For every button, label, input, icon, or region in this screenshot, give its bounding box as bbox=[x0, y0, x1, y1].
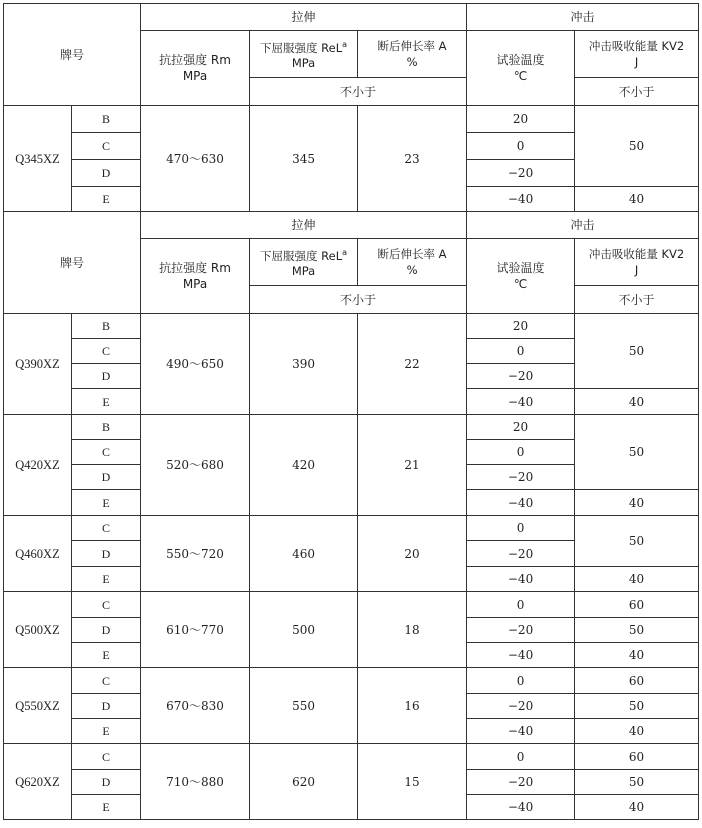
not-less-than-tensile: 不小于 bbox=[250, 286, 467, 314]
test-temp-header bbox=[467, 239, 575, 314]
impact-energy-value: 40 bbox=[575, 389, 699, 415]
tensile-header: 拉伸 bbox=[141, 212, 467, 239]
elongation-value: 22 bbox=[358, 314, 467, 415]
not-less-than-tensile: 不小于 bbox=[250, 78, 467, 106]
steel-brand: Q345XZ bbox=[4, 106, 72, 212]
test-temp-value: −20 bbox=[467, 694, 575, 719]
impact-energy-label: 冲击吸收能量 KV2 bbox=[588, 247, 685, 261]
elongation-value: 21 bbox=[358, 415, 467, 516]
test-temp-unit: ℃ bbox=[513, 69, 528, 83]
table-row bbox=[4, 415, 699, 440]
elongation-value: 16 bbox=[358, 668, 467, 744]
test-temp-header bbox=[467, 31, 575, 106]
steel-brand: Q460XZ bbox=[4, 516, 72, 592]
steel-brand: Q390XZ bbox=[4, 314, 72, 415]
tensile-strength-value: 610～770 bbox=[141, 592, 250, 668]
quality-grade: B bbox=[72, 415, 141, 440]
tensile-strength-header bbox=[141, 31, 250, 106]
quality-grade: B bbox=[72, 314, 141, 339]
quality-grade: D bbox=[72, 160, 141, 187]
test-temp-value: 20 bbox=[467, 415, 575, 440]
quality-grade: E bbox=[72, 795, 141, 820]
quality-grade: D bbox=[72, 541, 141, 567]
test-temp-value: −20 bbox=[467, 541, 575, 567]
yield-strength-unit: MPa bbox=[291, 56, 316, 71]
yield-strength-value: 550 bbox=[250, 668, 358, 744]
yield-strength-value: 620 bbox=[250, 744, 358, 820]
tensile-strength-value: 490～650 bbox=[141, 314, 250, 415]
yield-strength-value: 500 bbox=[250, 592, 358, 668]
elongation-unit: % bbox=[406, 55, 418, 69]
yield-strength-value: 345 bbox=[250, 106, 358, 212]
test-temp-label: 试验温度 bbox=[496, 53, 545, 67]
impact-energy-value: 50 bbox=[575, 516, 699, 567]
impact-header: 冲击 bbox=[467, 4, 699, 31]
elongation-label: 断后伸长率 A bbox=[377, 39, 447, 53]
test-temp-value: −40 bbox=[467, 795, 575, 820]
impact-energy-unit: J bbox=[634, 55, 639, 69]
yield-strength-header bbox=[250, 31, 358, 78]
yield-strength-value: 390 bbox=[250, 314, 358, 415]
steel-properties-table-1 bbox=[3, 3, 699, 212]
impact-energy-value: 40 bbox=[575, 795, 699, 820]
elongation-unit: % bbox=[406, 263, 418, 277]
test-temp-value: 20 bbox=[467, 106, 575, 133]
quality-grade: C bbox=[72, 744, 141, 770]
yield-strength-unit: MPa bbox=[291, 264, 316, 279]
quality-grade: D bbox=[72, 465, 141, 490]
impact-energy-value: 50 bbox=[575, 415, 699, 490]
impact-energy-value: 40 bbox=[575, 187, 699, 212]
quality-grade: E bbox=[72, 389, 141, 415]
tensile-strength-unit: MPa bbox=[182, 277, 208, 291]
test-temp-value: −20 bbox=[467, 465, 575, 490]
table-row bbox=[4, 592, 699, 618]
test-temp-value: −40 bbox=[467, 187, 575, 212]
impact-energy-unit: J bbox=[634, 263, 639, 277]
elongation-value: 20 bbox=[358, 516, 467, 592]
test-temp-value: −20 bbox=[467, 160, 575, 187]
table-row bbox=[4, 668, 699, 694]
tensile-strength-header bbox=[141, 239, 250, 314]
quality-grade: C bbox=[72, 668, 141, 694]
impact-header: 冲击 bbox=[467, 212, 699, 239]
impact-energy-value: 50 bbox=[575, 106, 699, 187]
test-temp-value: −20 bbox=[467, 618, 575, 643]
elongation-value: 23 bbox=[358, 106, 467, 212]
not-less-than-impact: 不小于 bbox=[575, 78, 699, 106]
steel-properties-table-2 bbox=[3, 211, 699, 820]
impact-energy-header bbox=[575, 239, 699, 286]
steel-brand: Q550XZ bbox=[4, 668, 72, 744]
impact-energy-value: 60 bbox=[575, 668, 699, 694]
table-row bbox=[4, 314, 699, 339]
quality-grade: C bbox=[72, 339, 141, 364]
table-row bbox=[4, 106, 699, 133]
quality-grade: D bbox=[72, 770, 141, 795]
brand-header: 牌号 bbox=[4, 4, 141, 106]
tensile-header: 拉伸 bbox=[141, 4, 467, 31]
tensile-strength-value: 550～720 bbox=[141, 516, 250, 592]
quality-grade: D bbox=[72, 694, 141, 719]
test-temp-label: 试验温度 bbox=[496, 261, 545, 275]
tensile-strength-label: 抗拉强度 Rm bbox=[159, 261, 231, 275]
impact-energy-value: 60 bbox=[575, 744, 699, 770]
tensile-strength-value: 470～630 bbox=[141, 106, 250, 212]
impact-energy-value: 50 bbox=[575, 314, 699, 389]
tensile-strength-value: 670～830 bbox=[141, 668, 250, 744]
steel-brand: Q500XZ bbox=[4, 592, 72, 668]
not-less-than-impact: 不小于 bbox=[575, 286, 699, 314]
elongation-value: 15 bbox=[358, 744, 467, 820]
quality-grade: B bbox=[72, 106, 141, 133]
brand-header: 牌号 bbox=[4, 212, 141, 314]
test-temp-value: −40 bbox=[467, 643, 575, 668]
test-temp-value: 0 bbox=[467, 744, 575, 770]
impact-energy-value: 40 bbox=[575, 490, 699, 516]
quality-grade: C bbox=[72, 440, 141, 465]
test-temp-value: 20 bbox=[467, 314, 575, 339]
elongation-header bbox=[358, 31, 467, 78]
quality-grade: E bbox=[72, 187, 141, 212]
impact-energy-value: 50 bbox=[575, 694, 699, 719]
impact-energy-value: 40 bbox=[575, 643, 699, 668]
elongation-label: 断后伸长率 A bbox=[377, 247, 447, 261]
elongation-header bbox=[358, 239, 467, 286]
test-temp-unit: ℃ bbox=[513, 277, 528, 291]
test-temp-value: 0 bbox=[467, 339, 575, 364]
test-temp-value: −40 bbox=[467, 389, 575, 415]
test-temp-value: −20 bbox=[467, 770, 575, 795]
quality-grade: E bbox=[72, 719, 141, 744]
impact-energy-value: 60 bbox=[575, 592, 699, 618]
steel-brand: Q420XZ bbox=[4, 415, 72, 516]
tensile-strength-label: 抗拉强度 Rm bbox=[159, 53, 231, 67]
test-temp-value: 0 bbox=[467, 592, 575, 618]
yield-strength-header bbox=[250, 239, 358, 286]
yield-footnote-mark: a bbox=[342, 247, 348, 257]
quality-grade: C bbox=[72, 133, 141, 160]
steel-brand: Q620XZ bbox=[4, 744, 72, 820]
tensile-strength-value: 710～880 bbox=[141, 744, 250, 820]
table-row bbox=[4, 744, 699, 770]
impact-energy-value: 40 bbox=[575, 567, 699, 592]
impact-energy-header bbox=[575, 31, 699, 78]
test-temp-value: 0 bbox=[467, 133, 575, 160]
yield-strength-label: 下屈服强度 ReL bbox=[260, 248, 343, 263]
quality-grade: C bbox=[72, 592, 141, 618]
table-row bbox=[4, 516, 699, 541]
tensile-strength-value: 520～680 bbox=[141, 415, 250, 516]
test-temp-value: −20 bbox=[467, 364, 575, 389]
yield-footnote-mark: a bbox=[342, 39, 348, 49]
tensile-strength-unit: MPa bbox=[182, 69, 208, 83]
quality-grade: E bbox=[72, 567, 141, 592]
elongation-value: 18 bbox=[358, 592, 467, 668]
quality-grade: E bbox=[72, 490, 141, 516]
quality-grade: D bbox=[72, 364, 141, 389]
test-temp-value: 0 bbox=[467, 668, 575, 694]
test-temp-value: −40 bbox=[467, 567, 575, 592]
yield-strength-label: 下屈服强度 ReL bbox=[260, 40, 343, 55]
impact-energy-label: 冲击吸收能量 KV2 bbox=[588, 39, 685, 53]
impact-energy-value: 40 bbox=[575, 719, 699, 744]
test-temp-value: 0 bbox=[467, 440, 575, 465]
impact-energy-value: 50 bbox=[575, 618, 699, 643]
test-temp-value: 0 bbox=[467, 516, 575, 541]
impact-energy-value: 50 bbox=[575, 770, 699, 795]
test-temp-value: −40 bbox=[467, 490, 575, 516]
test-temp-value: −40 bbox=[467, 719, 575, 744]
quality-grade: C bbox=[72, 516, 141, 541]
quality-grade: D bbox=[72, 618, 141, 643]
yield-strength-value: 460 bbox=[250, 516, 358, 592]
yield-strength-value: 420 bbox=[250, 415, 358, 516]
quality-grade: E bbox=[72, 643, 141, 668]
